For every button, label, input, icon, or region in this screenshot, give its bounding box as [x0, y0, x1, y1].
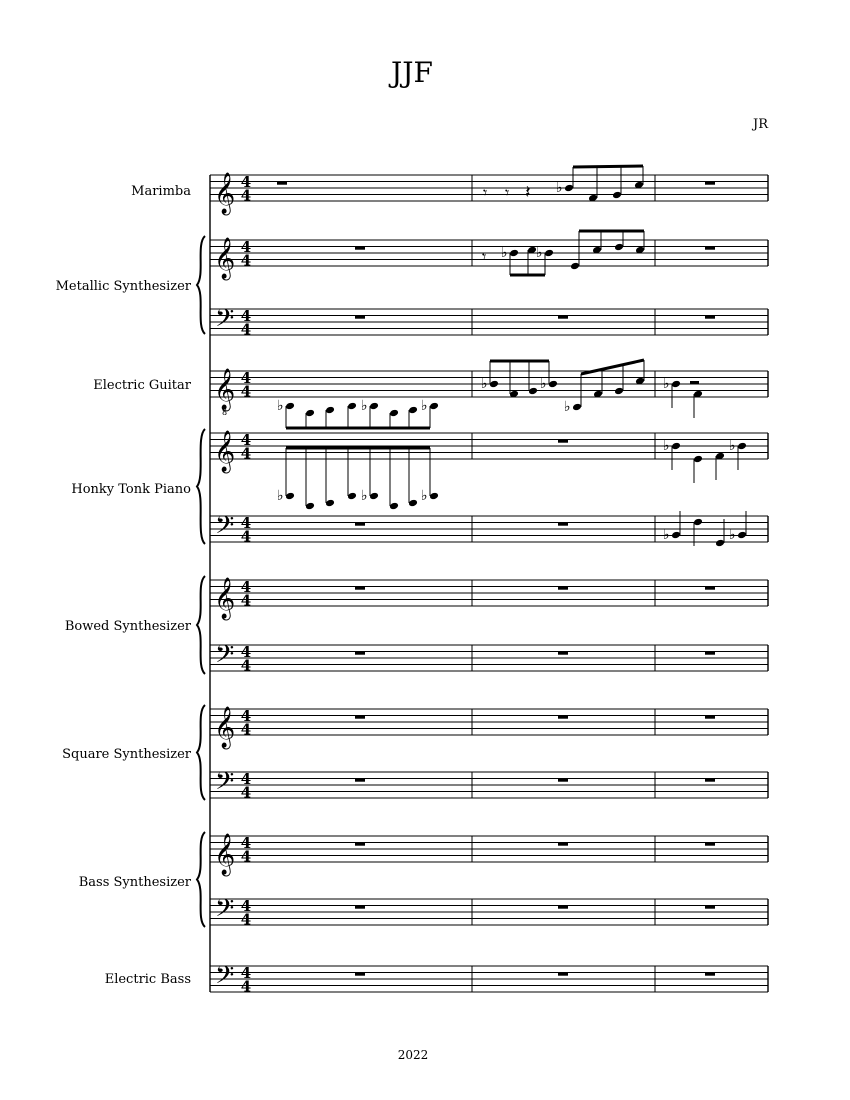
- whole-rest: [355, 523, 365, 526]
- flat-icon: ♭: [663, 527, 670, 543]
- time-signature-numerator: 4: [240, 514, 252, 532]
- bass-clef-icon: 𝄢: [215, 961, 235, 996]
- whole-rest: [705, 587, 715, 590]
- whole-rest: [705, 247, 715, 250]
- time-signature-numerator: 4: [240, 578, 252, 596]
- note-head: [369, 402, 379, 411]
- flat-icon: ♭: [540, 376, 547, 392]
- instrument-label-square-synth: Square Synthesizer: [62, 747, 191, 762]
- flat-icon: ♭: [481, 376, 488, 392]
- whole-rest: [558, 440, 568, 443]
- instrument-label-bowed-synth: Bowed Synthesizer: [64, 619, 191, 634]
- treble-clef-icon: 𝄞: [214, 431, 236, 472]
- whole-rest: [705, 316, 715, 319]
- note-head: [737, 531, 747, 540]
- note-head: [325, 406, 335, 415]
- time-signature-denominator: 4: [240, 382, 252, 401]
- note-head: [570, 262, 580, 271]
- note-head: [285, 402, 295, 411]
- grand-staff-brace: [197, 429, 205, 544]
- bass-clef-icon: 𝄢: [215, 511, 235, 546]
- grand-staff-brace: [197, 705, 205, 800]
- whole-rest: [355, 906, 365, 909]
- flat-icon: ♭: [421, 398, 428, 414]
- time-signature-numerator: 4: [240, 369, 252, 387]
- time-signature-denominator: 4: [240, 186, 252, 205]
- whole-rest: [705, 716, 715, 719]
- time-signature-denominator: 4: [240, 720, 252, 739]
- instrument-label-bass-synth: Bass Synthesizer: [78, 875, 191, 890]
- flat-icon: ♭: [729, 527, 736, 543]
- whole-rest: [558, 652, 568, 655]
- whole-rest: [355, 652, 365, 655]
- time-signature-numerator: 4: [240, 173, 252, 191]
- flat-icon: ♭: [277, 398, 284, 414]
- time-signature-denominator: 4: [240, 783, 252, 802]
- time-signature-denominator: 4: [240, 527, 252, 546]
- eighth-rest-icon: 𝄾: [483, 183, 488, 202]
- note-head: [408, 406, 418, 415]
- score-title: JJF: [391, 56, 433, 89]
- copyright-year: 2022: [397, 1048, 429, 1062]
- time-signature-numerator: 4: [240, 643, 252, 661]
- note-head: [612, 191, 622, 200]
- whole-rest: [355, 247, 365, 250]
- note-head: [715, 539, 725, 548]
- note-head: [614, 387, 624, 396]
- treble-clef-icon: 𝄞: [214, 834, 236, 875]
- note-head: [408, 499, 418, 508]
- flat-icon: ♭: [556, 180, 563, 196]
- time-signature-denominator: 4: [240, 847, 252, 866]
- flat-icon: ♭: [421, 488, 428, 504]
- whole-rest: [355, 716, 365, 719]
- instrument-label-metallic-synth: Metallic Synthesizer: [55, 279, 191, 294]
- note-head: [347, 402, 357, 411]
- grand-staff-brace: [197, 576, 205, 674]
- treble-clef-icon: 𝄞: [214, 578, 236, 619]
- instrument-label-electric-guitar: Electric Guitar: [93, 378, 191, 393]
- time-signature-numerator: 4: [240, 964, 252, 982]
- flat-icon: ♭: [564, 399, 571, 415]
- time-signature-denominator: 4: [240, 591, 252, 610]
- treble-clef-icon: 𝄞: [214, 369, 236, 410]
- time-signature-denominator: 4: [240, 910, 252, 929]
- staff-system: [197, 172, 768, 996]
- half-rest: [690, 381, 699, 384]
- note-head: [572, 403, 582, 412]
- note-head: [389, 502, 399, 511]
- note-layer: [277, 166, 747, 976]
- time-signature-denominator: 4: [240, 977, 252, 996]
- treble-clef-icon: 𝄞: [214, 238, 236, 279]
- whole-rest: [558, 906, 568, 909]
- whole-rest: [705, 779, 715, 782]
- note-head: [671, 531, 681, 540]
- whole-rest: [705, 182, 715, 185]
- octave-eight-marker: 8: [222, 408, 228, 417]
- eighth-rest-icon: 𝄾: [505, 183, 510, 202]
- treble-clef-icon: 𝄞: [214, 173, 236, 214]
- whole-rest: [558, 523, 568, 526]
- note-head: [429, 492, 439, 501]
- instrument-label-marimba: Marimba: [131, 184, 191, 199]
- whole-rest: [558, 316, 568, 319]
- whole-rest: [705, 843, 715, 846]
- flat-icon: ♭: [663, 376, 670, 392]
- whole-rest: [355, 779, 365, 782]
- time-signature-numerator: 4: [240, 770, 252, 788]
- note-head: [528, 387, 538, 396]
- bass-clef-icon: 𝄢: [215, 304, 235, 339]
- note-head: [614, 243, 624, 252]
- treble-clef-icon: 𝄞: [214, 707, 236, 748]
- time-signature-numerator: 4: [240, 834, 252, 852]
- note-head: [369, 492, 379, 501]
- whole-rest: [355, 587, 365, 590]
- bass-clef-icon: 𝄢: [215, 894, 235, 929]
- instrument-label-honky-tonk-piano: Honky Tonk Piano: [71, 482, 191, 497]
- note-head: [347, 492, 357, 501]
- whole-rest: [277, 182, 287, 185]
- whole-rest: [558, 779, 568, 782]
- flat-icon: ♭: [729, 438, 736, 454]
- flat-icon: ♭: [536, 245, 543, 261]
- note-head: [671, 442, 681, 451]
- flat-icon: ♭: [361, 398, 368, 414]
- whole-rest: [355, 973, 365, 976]
- whole-rest: [705, 652, 715, 655]
- note-head: [509, 249, 519, 258]
- time-signature-numerator: 4: [240, 307, 252, 325]
- note-head: [325, 499, 335, 508]
- instrument-label-electric-bass: Electric Bass: [104, 972, 191, 987]
- note-beam: [581, 360, 644, 374]
- whole-rest: [705, 973, 715, 976]
- quarter-rest-icon: 𝄽: [525, 182, 531, 203]
- note-head: [671, 380, 681, 389]
- whole-rest: [558, 716, 568, 719]
- note-head: [737, 442, 747, 451]
- grand-staff-brace: [197, 832, 205, 927]
- whole-rest: [558, 587, 568, 590]
- time-signature-denominator: 4: [240, 656, 252, 675]
- note-head: [305, 502, 315, 511]
- whole-rest: [355, 843, 365, 846]
- time-signature-denominator: 4: [240, 320, 252, 339]
- time-signature-numerator: 4: [240, 707, 252, 725]
- whole-rest: [558, 843, 568, 846]
- note-head: [305, 409, 315, 418]
- grand-staff-brace: [197, 236, 205, 334]
- eighth-rest-icon: 𝄾: [482, 247, 487, 266]
- time-signature-numerator: 4: [240, 238, 252, 256]
- note-head: [285, 492, 295, 501]
- whole-rest: [355, 316, 365, 319]
- note-head: [564, 184, 574, 193]
- note-head: [429, 402, 439, 411]
- bass-clef-icon: 𝄢: [215, 767, 235, 802]
- flat-icon: ♭: [501, 245, 508, 261]
- flat-icon: ♭: [663, 438, 670, 454]
- time-signature-denominator: 4: [240, 444, 252, 463]
- whole-rest: [558, 973, 568, 976]
- flat-icon: ♭: [277, 488, 284, 504]
- flat-icon: ♭: [361, 488, 368, 504]
- note-head: [693, 455, 703, 464]
- time-signature-numerator: 4: [240, 431, 252, 449]
- time-signature-numerator: 4: [240, 897, 252, 915]
- bass-clef-icon: 𝄢: [215, 640, 235, 675]
- note-beam: [573, 166, 643, 167]
- time-signature-denominator: 4: [240, 251, 252, 270]
- note-head: [693, 518, 703, 527]
- composer: JR: [753, 117, 768, 132]
- note-head: [389, 409, 399, 418]
- whole-rest: [705, 906, 715, 909]
- note-head: [548, 380, 558, 389]
- note-head: [489, 380, 499, 389]
- note-head: [544, 249, 554, 258]
